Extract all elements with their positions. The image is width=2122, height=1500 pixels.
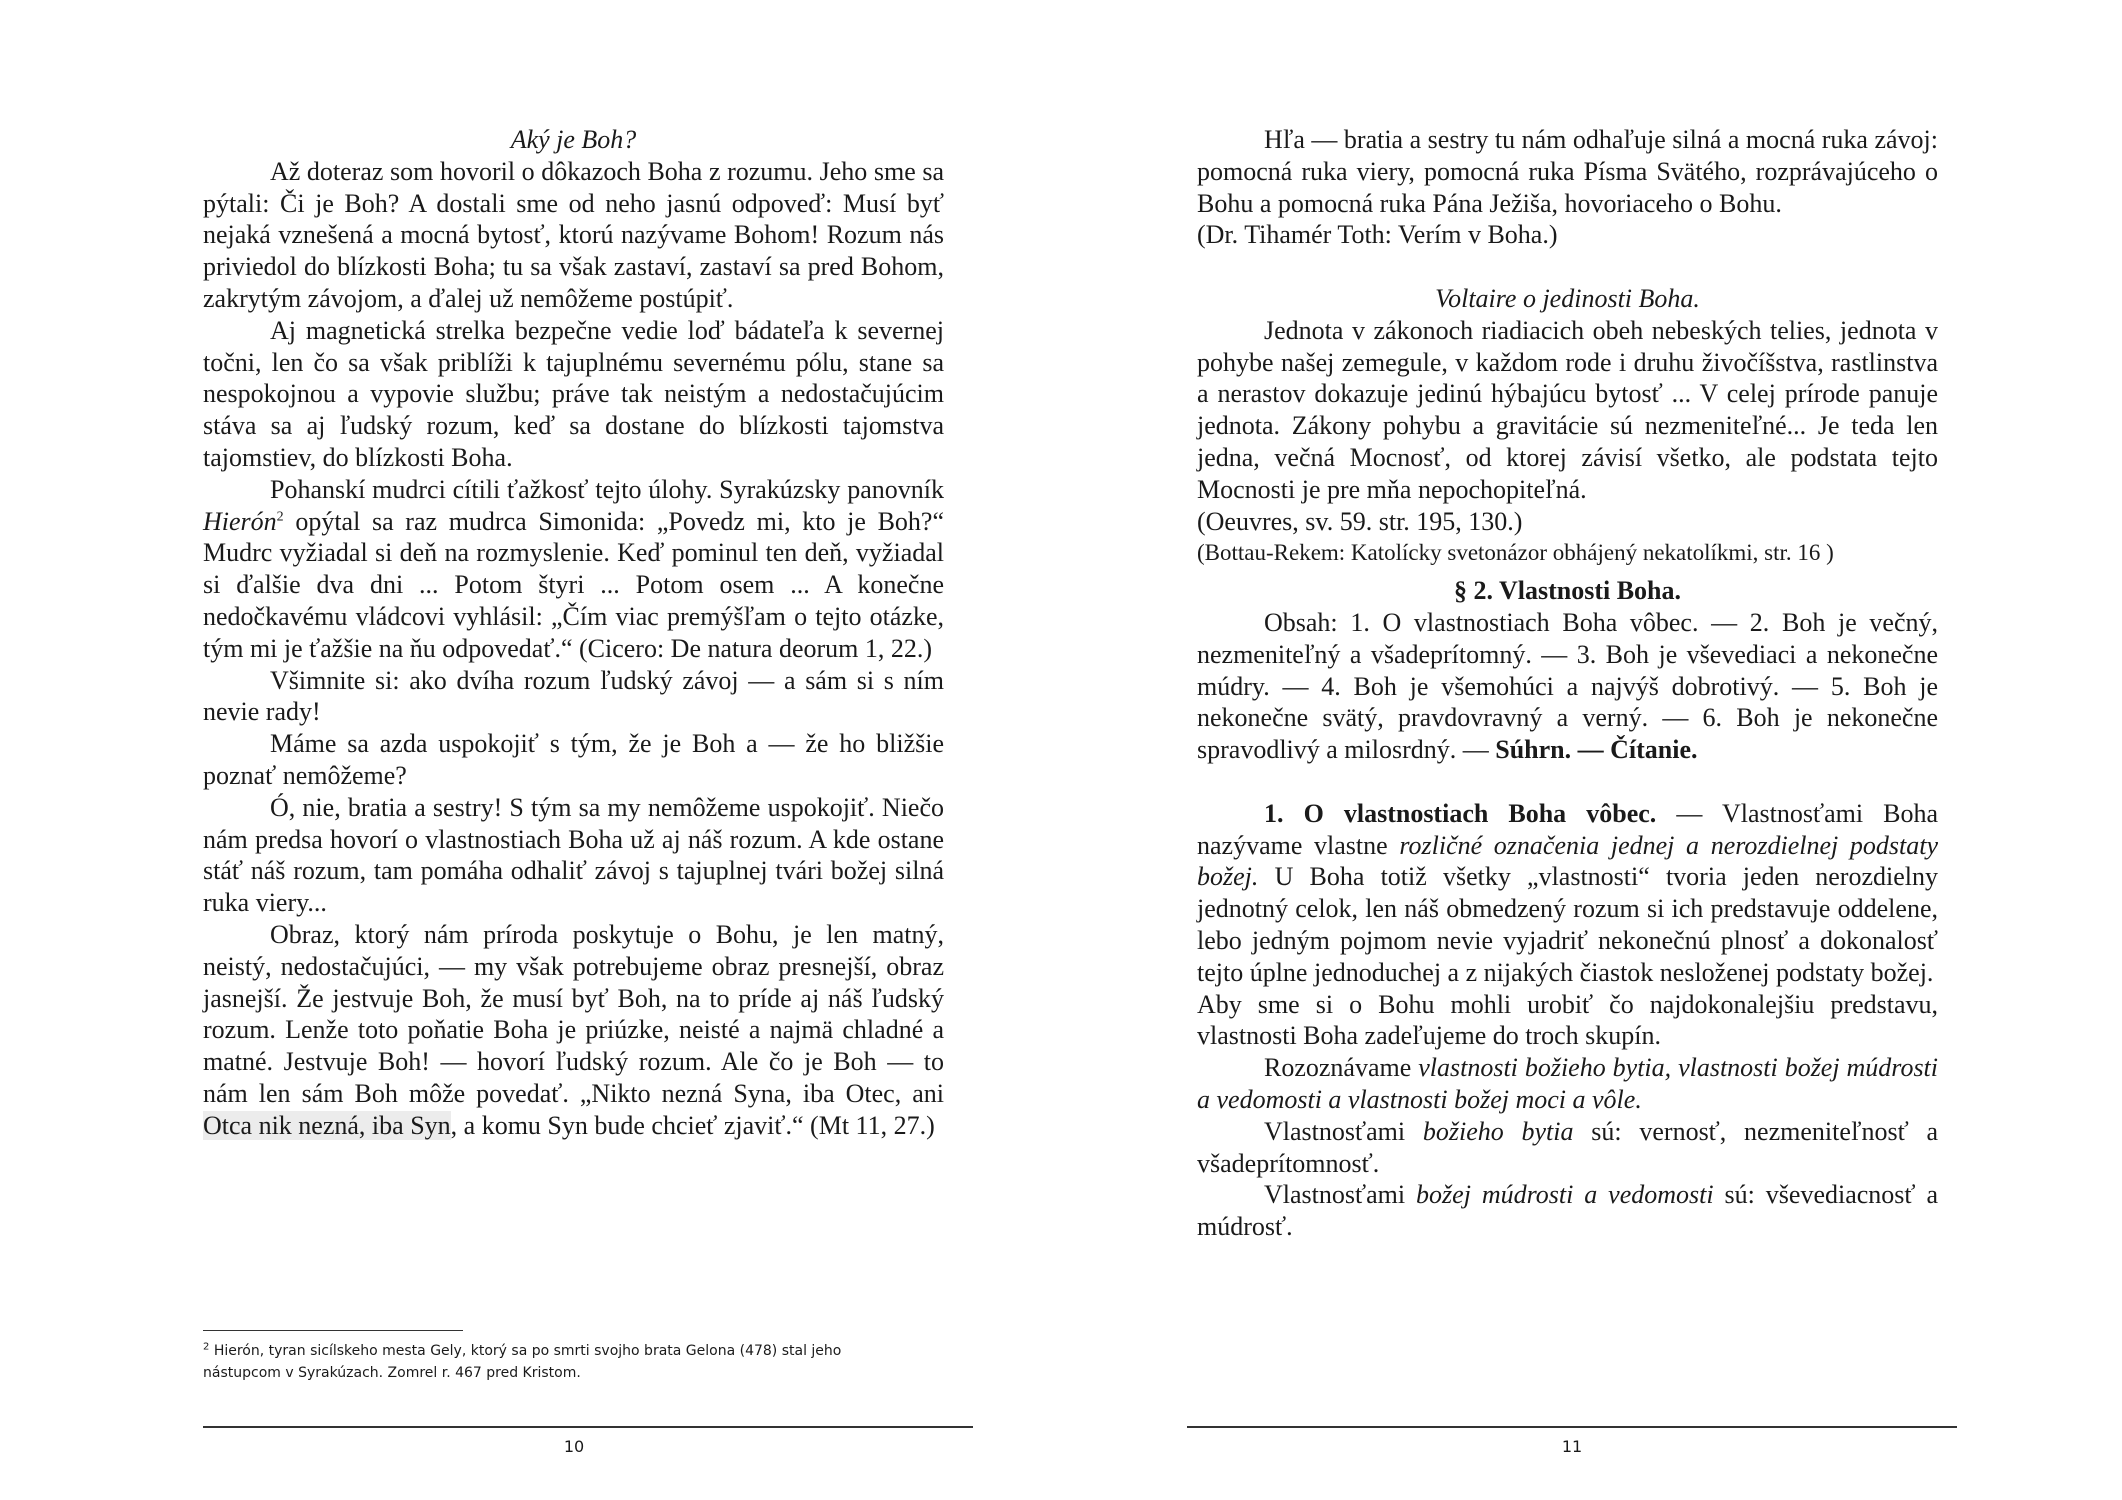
- text-run: U Boha totiž všetky „vlastnosti“ tvoria jeden nerozdielny jednotný celok, len náš obmedzený rozum si ich predstavuje oddelene, lebo jedným pojmom nevie vyjadriť nekonečnú plnosť a dokonalosť tejto úplne jednoduchej a z nijakých čiastok nesloženej podstaty božej.: [1197, 862, 1938, 987]
- paragraph: [1197, 798, 1938, 989]
- text-run: Vlastnosťami: [1264, 1116, 1423, 1146]
- footer-rule: [1187, 1426, 1957, 1428]
- text-run: Rozoznávame: [1264, 1053, 1419, 1083]
- text-run: Obraz, ktorý nám príroda poskytuje o Bohu, je len matný, neistý, nedostačujúci, — my však potrebujeme obraz presnejší, obraz jasnejší. Že jestvuje Boh, že musí byť Boh, na to príde aj náš ľudský rozum. Lenže toto poňatie Boha je priúzke, neisté a najmä chladné a matné. Jestvuje Boh! — hovorí ľudský rozum. Ale čo je Boh — to nám len sám Boh môže povedať. „Nikto nezná Syna, iba Otec, ani: [203, 919, 944, 1108]
- paragraph: [203, 919, 944, 1142]
- chapter-title: Aký je Boh?: [510, 125, 637, 154]
- highlighted-text: Otca nik nezná, iba Syn: [203, 1110, 451, 1140]
- paragraph: Hľa — bratia a sestry tu nám odhaľuje silná a mocná ruka závoj: pomocná ruka viery, pomocná ruka Písma Svätého, rozprávajúceho o Bohu a pomocná ruka Pána Ježiša, hovoriaceho o Bohu.: [1197, 125, 1938, 218]
- italic-text: božej múdrosti a vedomosti: [1416, 1180, 1714, 1210]
- footnote-ref[interactable]: 2: [276, 508, 284, 524]
- text-run: Obsah: 1. O vlastnostiach Boha vôbec. — 2. Boh je večný, nezmeniteľný a všadeprítomný. — 3. Boh je vševediaci a nekonečne múdry. — 4. Boh je všemohúci a najvýš dobrotivý. — 5. Boh je nekonečne svätý, pravdovravný a verný. — 6. Boh je nekonečne spravodlivý a milosrdný. —: [1197, 607, 1938, 765]
- spacer: [1197, 251, 1938, 283]
- paragraph: [1197, 1052, 1938, 1116]
- footnote-text: Hierón, tyran sicílskeho mesta Gely, ktorý sa po smrti svojho brata Gelona (478) stal jeho nástupcom v Syrakúzach. Zomrel r. 467 pred Kristom.: [203, 1343, 842, 1381]
- bold-text: 1. O vlastnostiach Boha vôbec.: [1264, 798, 1657, 828]
- page-number: 11: [1561, 1437, 1583, 1456]
- section-heading: § 2. Vlastnosti Boha.: [1453, 576, 1682, 606]
- footer-rule: [203, 1426, 973, 1428]
- right-page: [1061, 0, 2122, 1500]
- footnote-divider: [203, 1330, 463, 1331]
- text-run: — Vlastnosťami Boha nazývame vlastne: [1197, 798, 1938, 860]
- citation: (Dr. Tihamér Toth: Verím v Boha.): [1197, 220, 1558, 250]
- paragraph: [1197, 1179, 1938, 1243]
- text-run: sú: vševediacnosť a múdrosť.: [1197, 1180, 1938, 1242]
- italic-text: vlastnosti božieho bytia, vlastnosti božej múdrosti a vedomosti a vlastnosti božej moci a vôle.: [1197, 1053, 1939, 1114]
- paragraph: Aj magnetická strelka bezpečne vedie loď bádateľa k severnej točni, len čo sa však priblíži k tajuplnému severnému pólu, stane sa nespokojnou a vypovie službu; práve tak neistým a nedostačujúcim stáva sa aj ľudský rozum, keď sa dostane do blízkosti tajomstva tajomstiev, do blízkosti Boha.: [203, 315, 944, 472]
- paragraph: Aby sme si o Bohu mohli urobiť čo najdokonalejšiu predstavu, vlastnosti Boha zadeľujeme do troch skupín.: [1197, 989, 1938, 1051]
- subsection-title: Voltaire o jedinosti Boha.: [1435, 283, 1700, 313]
- right-text-column: [1197, 124, 1938, 1243]
- italic-text: božieho bytia: [1422, 1116, 1574, 1146]
- bold-text: Súhrn. — Čítanie.: [1495, 735, 1698, 765]
- paragraph: Máme sa azda uspokojiť s tým, že je Boh a — že ho bližšie poznať nemôžeme?: [203, 729, 944, 790]
- text-run: sú: vernosť, nezmeniteľnosť a všadeprítomnosť.: [1197, 1116, 1938, 1178]
- citation-small: (Bottau-Rekem: Katolícky svetonázor obhájený nekatolíkmi, str. 16 ): [1197, 540, 1834, 566]
- text-run: , a komu Syn bude chcieť zjaviť.“ (Mt 11, 27.): [450, 1110, 935, 1140]
- footnote: [203, 1340, 903, 1384]
- text-run: opýtal sa raz mudrca Simonida: „Povedz mi, kto je Boh?“ Mudrc vyžiadal si deň na rozmyslenie. Keď pominul ten deň, vyžiadal si ďalšie dva dni ... Potom štyri ... Potom osem ... A konečne nedočkavému vládcovi vyhlásil: „Čím viac premýšľam o tejto otázke, tým mi je ťažšie na ňu odpovedať.“ (Cicero: De natura deorum 1, 22.): [203, 506, 944, 663]
- paragraph: Ó, nie, bratia a sestry! S tým sa my nemôžeme uspokojiť. Niečo nám predsa hovorí o vlastnostiach Boha už aj náš rozum. A kde ostane stáť náš rozum, tam pomáha odhaliť závoj s tajuplnej tvári božej silná ruka viery...: [203, 792, 944, 918]
- paragraph: [1197, 607, 1938, 766]
- text-run: Vlastnosťami: [1264, 1180, 1417, 1210]
- paragraph: Až doteraz som hovoril o dôkazoch Boha z rozumu. Jeho sme sa pýtali: Či je Boh? A dostali sme od neho jasnú odpoveď: Musí byť nejaká vznešená a mocná bytosť, ktorú nazývame Bohom! Rozum nás priviedol do blízkosti Boha; tu sa však zastaví, zastaví sa pred Bohom, zakrytým závojom, a ďalej už nemôžeme postúpiť.: [203, 156, 944, 313]
- name-hieron: Hierón: [203, 506, 277, 536]
- italic-text: rozličné označenia jednej a nerozdielnej podstaty božej.: [1197, 830, 1939, 892]
- paragraph: [1197, 1116, 1938, 1180]
- left-text-column: [203, 124, 944, 1142]
- text-run: Pohanskí mudrci cítili ťažkosť tejto úlohy. Syrakúzsky panovník: [270, 474, 944, 504]
- page-number: 10: [563, 1437, 585, 1456]
- footnote-number: 2: [203, 1341, 210, 1353]
- paragraph: [203, 474, 944, 665]
- paragraph: Jednota v zákonoch riadiacich obeh nebeských telies, jednota v pohybe našej zemegule, v každom rode i druhu živočíšstva, rastlinstva a nerastov dokazuje jedinú hýbajúcu bytosť ... V celej prírode panuje jednota. Zákony pohybu a gravitácie sú nezmeniteľné... Je teda len jedna, večná Mocnosť, od ktorej závisí všetko, ale podstata tejto Mocnosti je pre mňa nepochopiteľná.: [1197, 315, 1938, 504]
- citation: (Oeuvres, sv. 59. str. 195, 130.): [1197, 506, 1523, 536]
- paragraph: Všimnite si: ako dvíha rozum ľudský závoj — a sám si s ním nevie rady!: [203, 665, 944, 727]
- spacer: [1197, 766, 1938, 798]
